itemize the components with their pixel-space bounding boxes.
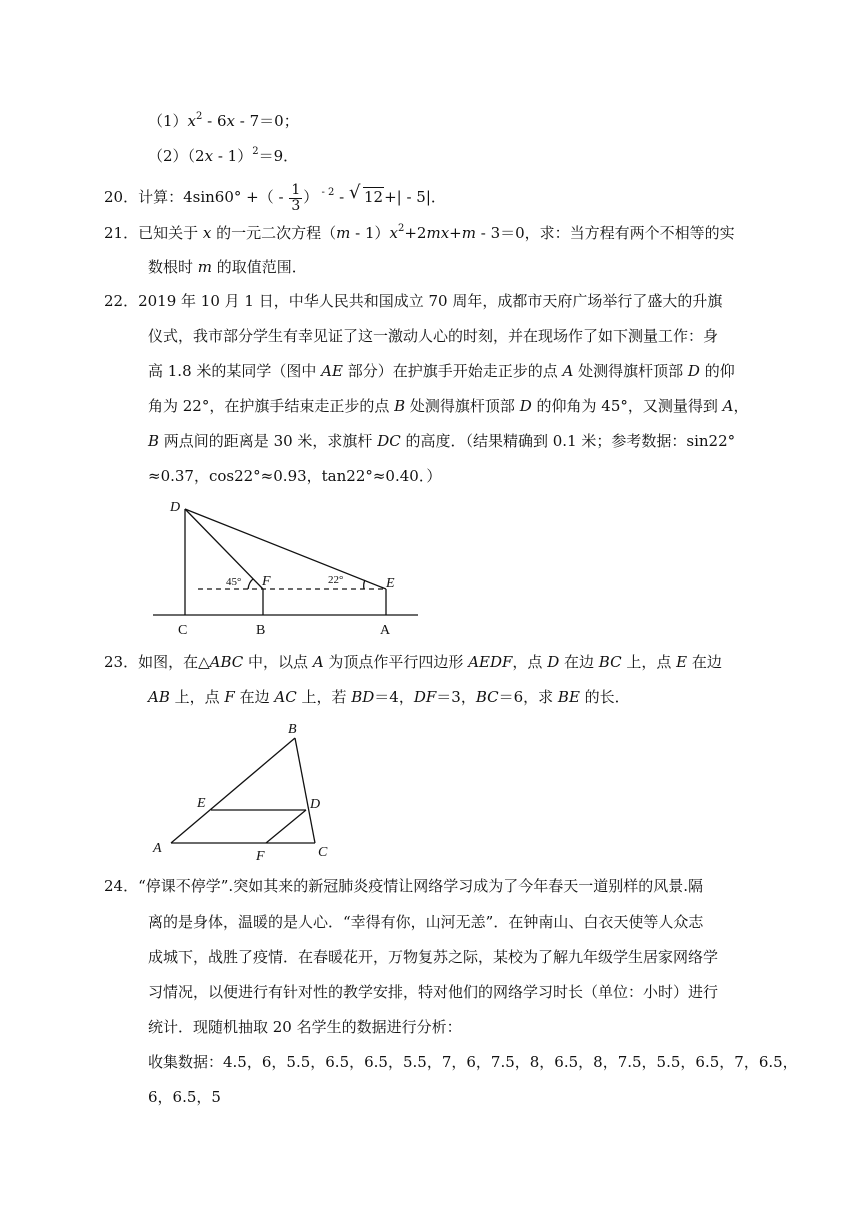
var: D — [687, 362, 700, 380]
text: 如图，在△ — [138, 653, 210, 671]
text: ＝4， — [374, 688, 414, 706]
flagpole-figure — [148, 497, 428, 642]
text: 上，若 — [296, 688, 352, 706]
var: BD — [351, 688, 375, 706]
var: A — [312, 653, 324, 671]
segment-df — [266, 810, 306, 843]
text: ＝9． — [258, 147, 299, 165]
q22-line3 — [148, 361, 735, 381]
var-m: m — [197, 258, 213, 276]
text: 6，6.5，5 — [148, 1088, 221, 1106]
var-x: x — [202, 224, 212, 242]
q23-line2 — [148, 687, 630, 707]
part-number: （1） — [148, 112, 188, 130]
line-de — [185, 509, 386, 589]
var: AB — [148, 688, 170, 706]
text: 在边 — [234, 688, 275, 706]
question-number: 22． — [104, 292, 139, 310]
exponent: - 2 — [318, 187, 335, 198]
text: ） — [303, 188, 319, 206]
text: 两点间的距离是 30 米，求旗杆 — [159, 432, 378, 450]
text: 上，点 — [169, 688, 225, 706]
q22-line6 — [148, 466, 441, 486]
angle-label-45: 45° — [226, 576, 242, 588]
text: 高 1.8 米的某同学（图中 — [148, 362, 322, 380]
text: - 7＝0； — [235, 112, 299, 130]
exponent: 2 — [252, 146, 259, 157]
angle-arc-22 — [364, 580, 365, 589]
text: - — [334, 188, 349, 206]
question-number: 24． — [104, 877, 139, 895]
text: 的一元二次方程（ — [211, 224, 337, 242]
label-b: B — [256, 623, 266, 638]
q24-line6 — [148, 1052, 798, 1072]
q19-part1 — [148, 111, 299, 131]
var: E — [676, 653, 688, 671]
q24-line1 — [104, 876, 703, 896]
var-x: x — [204, 147, 214, 165]
text: 的高度．（结果精确到 0.1 米；参考数据：sin22° — [400, 432, 736, 450]
text: 为顶点作平行四边形 — [323, 653, 469, 671]
label-e: E — [386, 576, 395, 591]
radicand: 12 — [363, 188, 384, 206]
question-number: 20． — [104, 188, 139, 206]
text: ＝6，求 — [498, 688, 558, 706]
exponent: 2 — [196, 111, 203, 122]
label-c: C — [318, 845, 328, 860]
var-x: x — [187, 112, 197, 130]
var: F — [224, 688, 235, 706]
label-d: D — [310, 797, 321, 812]
q24-line7 — [148, 1087, 221, 1107]
var: DC — [377, 432, 401, 450]
text: （2）（2 — [148, 147, 205, 165]
q24-line4 — [148, 982, 718, 1002]
label-c: C — [178, 623, 188, 638]
var: DF — [413, 688, 437, 706]
var-m: m — [336, 224, 351, 242]
var-x: x — [226, 112, 236, 130]
text: ，点 — [512, 653, 548, 671]
text: 收集数据：4.5，6，5.5，6.5，6.5，5.5，7，6，7.5，8，6.5，8，7.5，5.5，6.5，7，6.5， — [148, 1053, 798, 1071]
text: 已知关于 — [138, 224, 203, 242]
text: 的仰 — [699, 362, 735, 380]
text: ＝3， — [436, 688, 476, 706]
var-x: x — [389, 224, 398, 242]
var: BC — [475, 688, 499, 706]
text: “停课不停学”.突如其来的新冠肺炎疫情让网络学习成为了今年春天一道别样的风景.隔 — [138, 877, 703, 895]
var: BE — [557, 688, 580, 706]
text: 离的是身体，温暖的是人心．“幸得有你，山河无恙”．在钟南山、白衣天使等人众志 — [148, 913, 704, 931]
text: 2019 年 10 月 1 日，中华人民共和国成立 70 周年，成都市天府广场举行了盛大的升旗 — [138, 292, 723, 310]
q24-line2 — [148, 912, 703, 932]
text: - 3＝0，求：当方程有两个不相等的实 — [475, 224, 735, 242]
text: 的长． — [579, 688, 630, 706]
triangle-figure — [145, 716, 345, 866]
square-root — [349, 180, 384, 214]
text: - 1） — [350, 224, 390, 242]
var: D — [547, 653, 560, 671]
line-df — [185, 509, 263, 589]
q20-line — [104, 180, 446, 214]
label-b: B — [288, 722, 297, 737]
side-ab — [171, 738, 295, 843]
text: 角为 22°，在护旗手结束走正步的点 — [148, 397, 395, 415]
text: 的仰角为 45°，又测量得到 — [531, 397, 723, 415]
text: 在边 — [559, 653, 599, 671]
var-m: m — [461, 224, 476, 242]
var: B — [394, 397, 406, 415]
var: A — [562, 362, 574, 380]
var: D — [519, 397, 532, 415]
text: ， — [733, 397, 749, 415]
question-number: 21． — [104, 224, 139, 242]
text: - 6 — [202, 112, 227, 130]
label-f: F — [262, 574, 271, 589]
side-bc — [295, 738, 315, 843]
text: 上，点 — [621, 653, 677, 671]
text: +| - 5|． — [384, 188, 446, 206]
angle-arc-45 — [248, 579, 253, 589]
text: 在边 — [687, 653, 722, 671]
q22-line2 — [148, 326, 718, 346]
text: 处测得旗杆顶部 — [573, 362, 688, 380]
q22-line1 — [104, 291, 722, 311]
text: 计算：4sin60° +（ - — [138, 188, 289, 206]
text: - 1） — [213, 147, 253, 165]
var: BC — [598, 653, 622, 671]
text: 统计．现随机抽取 20 名学生的数据进行分析： — [148, 1018, 462, 1036]
q22-line4 — [148, 396, 749, 416]
fraction-denominator: 3 — [291, 197, 301, 214]
label-e: E — [197, 796, 206, 811]
label-a: A — [380, 623, 391, 638]
var: AEDF — [468, 653, 513, 671]
var-mx: mx — [426, 224, 450, 242]
q22-line5 — [148, 431, 735, 451]
fraction — [289, 183, 302, 214]
q23-line1 — [104, 652, 722, 672]
text: 仪式，我市部分学生有幸见证了这一激动人心的时刻，并在现场作了如下测量工作：身 — [148, 327, 719, 345]
text: ≈0.37，cos22°≈0.93，tan22°≈0.40．） — [148, 467, 442, 485]
q21-line2 — [148, 257, 307, 277]
text: + — [449, 224, 462, 242]
question-number: 23． — [104, 653, 139, 671]
text: 处测得旗杆顶部 — [405, 397, 520, 415]
var: ABC — [209, 653, 244, 671]
label-d: D — [170, 500, 181, 515]
label-f: F — [256, 849, 265, 864]
q19-part2 — [148, 146, 298, 166]
q24-line5 — [148, 1017, 462, 1037]
label-a: A — [153, 841, 162, 856]
radical-sign-icon: √ — [348, 182, 361, 203]
exponent: 2 — [397, 223, 405, 234]
var: A — [722, 397, 734, 415]
text: 部分）在护旗手开始走正步的点 — [342, 362, 563, 380]
var: AE — [321, 362, 343, 380]
text: 成城下，战胜了疫情．在春暖花开，万物复苏之际，某校为了解九年级学生居家网络学 — [148, 948, 719, 966]
var: B — [148, 432, 160, 450]
text: 习情况，以便进行有针对性的教学安排，特对他们的网络学习时长（单位：小时）进行 — [148, 983, 719, 1001]
q24-line3 — [148, 947, 718, 967]
text: 的取值范围． — [212, 258, 307, 276]
q21-line1 — [104, 223, 735, 243]
text: 中，以点 — [243, 653, 313, 671]
text: 数根时 — [148, 258, 198, 276]
var: AC — [274, 688, 297, 706]
fraction-numerator: 1 — [291, 181, 301, 198]
angle-label-22: 22° — [328, 574, 344, 586]
text: +2 — [404, 224, 427, 242]
